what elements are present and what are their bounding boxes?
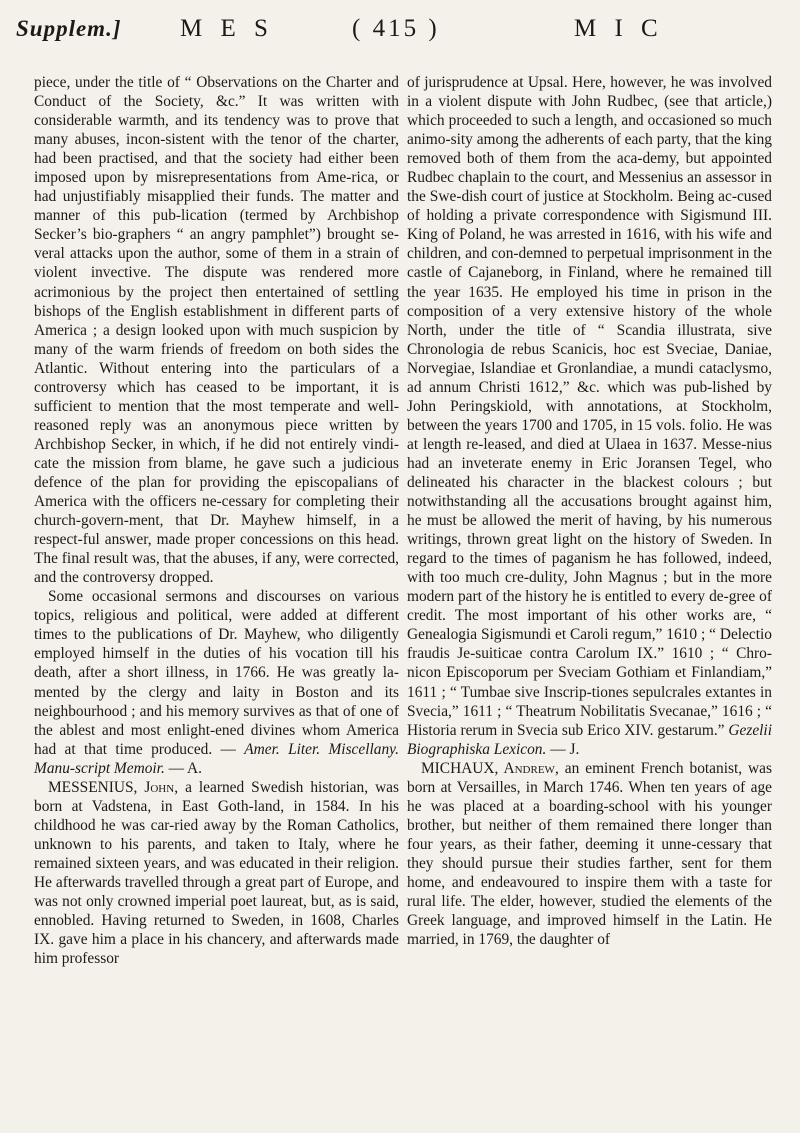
header-keyword-left: M E S	[180, 15, 274, 42]
author-signature: — A.	[168, 759, 203, 777]
header-supplement-label: Supplem.]	[16, 16, 122, 41]
paragraph-text: Some occasional sermons and discourses on various topics, religious and political, were added at different times to the publications of Dr. Mayhew, who diligently employed himself in the duties of his vocation till his death, after a short illness, in 1766. He was greatly la-mented by the clergy and laity in Boston and its neighbourhood ; and his memory survives as that of one of the ablest and most enlight-ened divines whom America had at that time produced. —	[34, 588, 399, 758]
page-number: ( 415 )	[352, 15, 440, 42]
author-signature: — J.	[550, 740, 580, 758]
entry-michaux	[407, 759, 772, 949]
paragraph-mayhew-continued: piece, under the title of “ Observations on the Charter and Conduct of the Society, &c.” It was written with considerable warmth, and its tendency was to prove that many abuses, incon-sistent with the tenor of the charter, had been practised, and that the society had either been imposed upon by misrepresentations from Ame-rica, or had unjustifiably misapplied their funds. The matter and manner of this pub-lication (termed by Archbishop Secker’s bio-graphers “ an angry pamphlet”) brought se-veral attacks upon the author, some of them in a strain of violent invective. The dispute was rendered more acrimonious by the project then entertained of settling bishops of the English establishment in different parts of America ; a design looked upon with much suspicion by many of the warm friends of freedom on both sides the Atlantic. Without entering into the particulars of a controversy which has ceased to be important, it is sufficient to mention that the most temperate and well-reasoned reply was an anonymous piece written by Archbishop Secker, in which, if he did not entirely vindi-cate the mission from blame, he gave such a judicious defence of the plan for providing the episcopalians of America with the officers ne-cessary for completing their church-govern-ment, that Dr. Mayhew himself, in a respect-ful answer, made proper concessions on this head. The final result was, that the abuses, if any, were corrected, and the controversy dropped.	[34, 74, 399, 587]
entry-messenius	[34, 778, 399, 968]
paragraph-text: an eminent French botanist, was born at Versailles, in March 1746. When ten years of age he was placed at a boarding-school with his younger brother, but neither of them remained there longer than four years, as their father, deeming it unne-cessary that they should pursue their studies farther, sent for them home, and endeavoured to inspire them with a taste for rural life. The elder, however, studied the elements of the Greek language, and improved himself in the Latin. He married, in 1769, the daughter of	[407, 759, 772, 949]
entry-headword: MICHAUX, Andrew,	[421, 759, 559, 777]
source-citation: Gezelii Biographiska Lexicon.	[407, 721, 772, 758]
header-keyword-right: M I C	[574, 15, 664, 42]
running-header	[0, 0, 800, 60]
paragraph-text: a learned Swedish historian, was born at Vadstena, in East Goth-land, in 1584. In his childhood he was car-ried away by the Roman Catholics, unknown to his parents, and taken to Italy, where he remained sixteen years, and was educated in their religion. He afterwards travelled through a great part of Europe, and was not only crowned imperial poet laureat, but, as is said, ennobled. Having returned to Sweden, in 1608, Charles IX. gave him a place in his chancery, and afterwards made him professor	[34, 778, 399, 968]
source-citation: Amer. Liter. Miscellany. Manu-script Memoir.	[34, 740, 399, 777]
paragraph-text: of jurisprudence at Upsal. Here, however, he was involved in a violent dispute with John Rudbec, (see that article,) which proceeded to such a length, and occasioned so much animo-sity among the adherents of each party, that the king removed both of them from the aca-demy, but appointed Rudbec chaplain to the court, and Messenius an assessor in the Swe-dish court of justice at Stockholm. Being ac-cused of holding a private correspondence with Sigismund III. King of Poland, he was arrested in 1616, with his wife and children, and con-demned to perpetual imprisonment in the castle of Cajaneborg, in Finland, where he remained till the year 1635. He employed his time in prison in the composition of a very extensive history of the whole North, under the title of “ Scandia illustrata, sive Chronologia de rebus Scanicis, hoc est Sveciae, Daniae, Norvegiae, Islandiae et Gronlandiae, a mundi cataclysmo, ad annum Christi 1612,” &c. which was pub-lished by John Peringskiold, with annotations, at Stockholm, between the years 1700 and 1705, in 15 vols. folio. He was at length re-leased, and died at Ulaea in 1637. Messe-nius had an inveterate enemy in Eric Joransen Tegel, who delineated his character in the blackest colours ; but notwithstanding all the accusations brought against him, he must be allowed the merit of having, by his numerous writings, thrown great light on the history of Sweden. In regard to the times of paganism he has followed, indeed, with too much cre-dulity, John Magnus ; but in the more modern part of the history he is entitled to every de-gree of credit. The most important of his other works are, “ Genealogia Sigismundi et Caroli regum,” 1610 ; “ Delectio fraudis Je-suiticae contra Carolum IX.” 1610 ; “ Chro-nicon Episcoporum per Sveciam Gothiam et Finlandiam,” 1611 ; “ Tumbae sive Inscrip-tiones sepulcrales extantes in Svecia,” 1611 ; “ Theatrum Nobilitatis Svecanae,” 1616 ; “ Historia rerum in Svecia sub Erico XIV. gestarum.”	[407, 74, 772, 739]
left-column	[34, 73, 399, 968]
paragraph-messenius-continued	[407, 73, 772, 759]
paragraph-mayhew-later-life	[34, 587, 399, 777]
entry-headword: MESSENIUS, John,	[48, 778, 179, 796]
right-column	[407, 73, 772, 949]
